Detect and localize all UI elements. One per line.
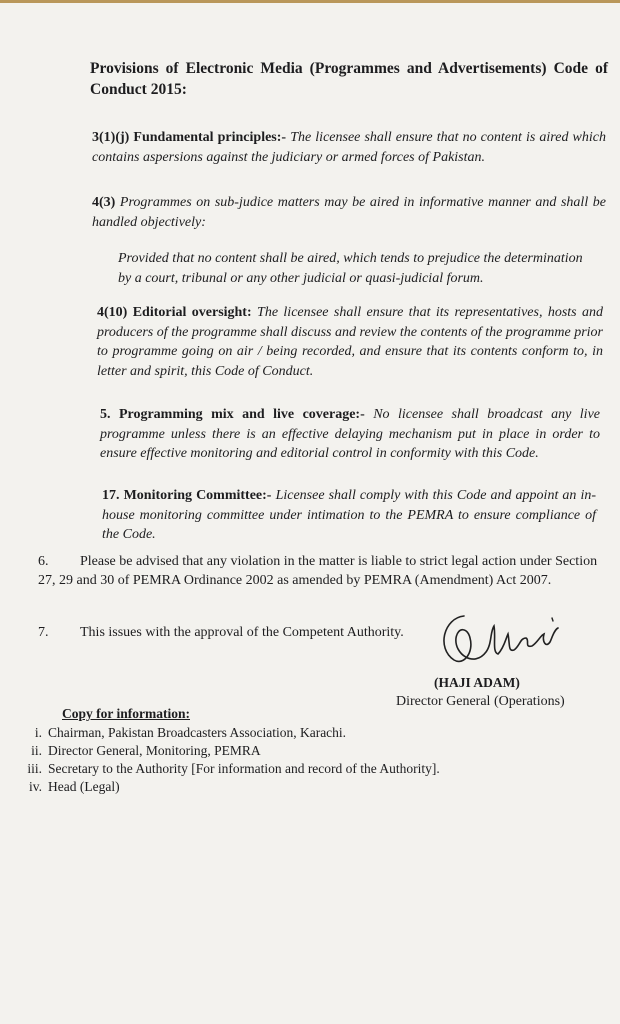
- clause-lead: 5. Programming mix and live coverage:-: [100, 407, 365, 422]
- copy-for-information-title: Copy for information:: [62, 706, 190, 721]
- list-number: iii.: [27, 761, 42, 776]
- list-text: Head (Legal): [48, 779, 120, 794]
- paragraph-number: 7.: [38, 625, 49, 640]
- paragraph-number: 6.: [38, 554, 49, 569]
- clause-lead: 4(10) Editorial oversight:: [97, 305, 252, 320]
- clause-4-10: [97, 303, 603, 381]
- list-text: Director General, Monitoring, PEMRA: [48, 743, 261, 758]
- clause-body: The licensee shall ensure that no content is aired which contains aspersions against the judiciary or armed forces of Pakistan.: [92, 130, 606, 165]
- handwritten-signature: [434, 608, 564, 672]
- list-item: [22, 724, 582, 742]
- list-number: i.: [34, 725, 42, 740]
- clause-lead: 4(3): [92, 195, 116, 210]
- list-item: [22, 778, 582, 796]
- clause-body: Licensee shall comply with this Code and appoint an in-house monitoring committee under intimation to the PEMRA to ensure compliance of the Code.: [102, 488, 597, 542]
- document-heading: Provisions of Electronic Media (Programmes and Advertisements) Code of Conduct 2015:: [90, 60, 608, 98]
- clause-4-3: [92, 193, 606, 232]
- clause-17: [102, 486, 596, 545]
- clause-body: No licensee shall broadcast any live programme unless there is an effective delaying mechanism put in place in order to ensure effective monitoring and editorial control in conformity with this Code.: [100, 407, 600, 461]
- clause-body: The licensee shall ensure that its representatives, hosts and producers of the programme shall discuss and review the contents of the programme prior to programme going on air / being recorded, and ensure that its contents conform to, in letter and spirit, this Code of Conduct.: [97, 305, 603, 379]
- clause-body: Programmes on sub-judice matters may be aired in informative manner and shall be handled objectively:: [92, 195, 606, 230]
- copy-recipients-list: [22, 724, 582, 796]
- list-text: Chairman, Pakistan Broadcasters Association, Karachi.: [48, 725, 347, 740]
- paragraph-text: This issues with the approval of the Competent Authority.: [80, 625, 404, 640]
- list-number: ii.: [31, 743, 42, 758]
- list-item: [22, 742, 582, 760]
- list-number: iv.: [29, 779, 42, 794]
- signatory-name: (HAJI ADAM): [434, 675, 520, 690]
- paragraph-6: [38, 552, 598, 590]
- proviso-text: Provided that no content shall be aired, which tends to prejudice the determination by a court, tribunal or any other judicial or quasi-judicial forum.: [118, 251, 583, 286]
- list-item: [22, 760, 582, 778]
- signatory-designation: Director General (Operations): [396, 694, 565, 709]
- clause-5: [100, 405, 600, 464]
- clause-lead: 17. Monitoring Committee:-: [102, 488, 272, 503]
- list-text: Secretary to the Authority [For information and record of the Authority].: [48, 761, 440, 776]
- clause-lead: 3(1)(j) Fundamental principles:-: [92, 130, 287, 145]
- page-top-edge: [0, 0, 620, 3]
- paragraph-text: Please be advised that any violation in the matter is liable to strict legal action under Section 27, 29 and 30 of PEMRA Ordinance 2002 as amended by PEMRA (Amendment) Act 2007.: [38, 554, 598, 588]
- clause-3-1-j: [92, 128, 606, 167]
